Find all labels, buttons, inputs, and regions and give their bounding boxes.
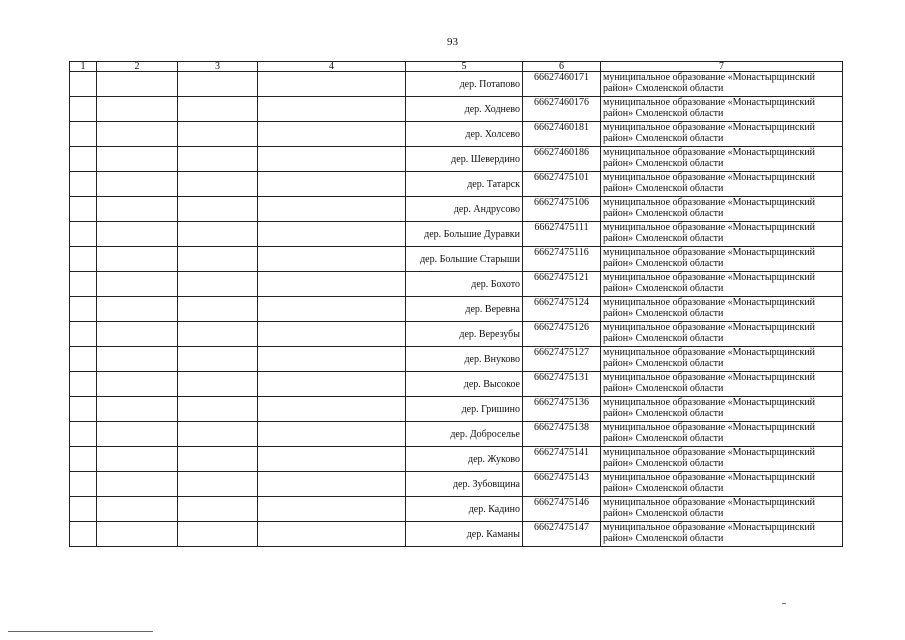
municipality-cell: муниципальное образование «Монастырщинский район» Смоленской области: [601, 347, 843, 372]
table-row: [70, 472, 843, 497]
col-1-cell: [70, 122, 97, 147]
col-4-cell: [258, 397, 406, 422]
col-1-cell: [70, 297, 97, 322]
col-2-cell: [97, 97, 178, 122]
table-row: [70, 172, 843, 197]
column-header: 1: [70, 62, 97, 72]
col-4-cell: [258, 72, 406, 97]
col-3-cell: [178, 447, 258, 472]
col-3-cell: [178, 372, 258, 397]
table-row: [70, 522, 843, 547]
municipality-cell: муниципальное образование «Монастырщинский район» Смоленской области: [601, 322, 843, 347]
oktmo-code-cell: 66627475146: [523, 497, 601, 522]
settlement-name-cell: дер. Шевердино: [406, 147, 523, 172]
settlement-name-cell: дер. Потапово: [406, 72, 523, 97]
oktmo-code-cell: 66627475126: [523, 322, 601, 347]
col-3-cell: [178, 97, 258, 122]
table-body: [70, 72, 843, 547]
col-4-cell: [258, 122, 406, 147]
col-1-cell: [70, 322, 97, 347]
municipality-cell: муниципальное образование «Монастырщинский район» Смоленской области: [601, 297, 843, 322]
municipality-cell: муниципальное образование «Монастырщинский район» Смоленской области: [601, 172, 843, 197]
col-2-cell: [97, 472, 178, 497]
municipality-cell: муниципальное образование «Монастырщинский район» Смоленской области: [601, 272, 843, 297]
column-header: 4: [258, 62, 406, 72]
oktmo-code-cell: 66627475127: [523, 347, 601, 372]
col-4-cell: [258, 372, 406, 397]
settlement-name-cell: дер. Жуково: [406, 447, 523, 472]
col-1-cell: [70, 347, 97, 372]
settlement-name-cell: дер. Кадино: [406, 497, 523, 522]
col-4-cell: [258, 297, 406, 322]
col-4-cell: [258, 322, 406, 347]
municipality-cell: муниципальное образование «Монастырщинский район» Смоленской области: [601, 147, 843, 172]
col-3-cell: [178, 122, 258, 147]
col-2-cell: [97, 172, 178, 197]
table-row: [70, 397, 843, 422]
municipality-cell: муниципальное образование «Монастырщинский район» Смоленской области: [601, 522, 843, 547]
footer-rule: [8, 631, 153, 632]
col-1-cell: [70, 72, 97, 97]
col-2-cell: [97, 247, 178, 272]
municipality-cell: муниципальное образование «Монастырщинский район» Смоленской области: [601, 472, 843, 497]
table-header-row: [70, 62, 843, 72]
col-4-cell: [258, 522, 406, 547]
settlement-name-cell: дер. Большие Дуравки: [406, 222, 523, 247]
municipality-cell: муниципальное образование «Монастырщинский район» Смоленской области: [601, 97, 843, 122]
col-1-cell: [70, 197, 97, 222]
col-3-cell: [178, 172, 258, 197]
settlement-name-cell: дер. Каманы: [406, 522, 523, 547]
table-row: [70, 72, 843, 97]
col-2-cell: [97, 397, 178, 422]
col-3-cell: [178, 422, 258, 447]
col-4-cell: [258, 422, 406, 447]
settlement-name-cell: дер. Внуково: [406, 347, 523, 372]
page-number: 93: [447, 36, 458, 48]
col-3-cell: [178, 247, 258, 272]
col-2-cell: [97, 197, 178, 222]
col-2-cell: [97, 272, 178, 297]
col-4-cell: [258, 347, 406, 372]
col-2-cell: [97, 497, 178, 522]
col-3-cell: [178, 497, 258, 522]
col-4-cell: [258, 197, 406, 222]
oktmo-code-cell: 66627460181: [523, 122, 601, 147]
oktmo-code-cell: 66627475147: [523, 522, 601, 547]
settlement-name-cell: дер. Ходнево: [406, 97, 523, 122]
col-2-cell: [97, 522, 178, 547]
settlement-name-cell: дер. Верезубы: [406, 322, 523, 347]
settlement-name-cell: дер. Андрусово: [406, 197, 523, 222]
settlements-table: [69, 61, 843, 547]
municipality-cell: муниципальное образование «Монастырщинский район» Смоленской области: [601, 197, 843, 222]
col-3-cell: [178, 397, 258, 422]
col-3-cell: [178, 522, 258, 547]
col-2-cell: [97, 122, 178, 147]
oktmo-code-cell: 66627475131: [523, 372, 601, 397]
col-4-cell: [258, 147, 406, 172]
table-row: [70, 222, 843, 247]
table-row: [70, 372, 843, 397]
col-3-cell: [178, 222, 258, 247]
column-header: 2: [97, 62, 178, 72]
table-row: [70, 122, 843, 147]
oktmo-code-cell: 66627475106: [523, 197, 601, 222]
col-1-cell: [70, 372, 97, 397]
settlement-name-cell: дер. Бохото: [406, 272, 523, 297]
oktmo-code-cell: 66627475111: [523, 222, 601, 247]
col-4-cell: [258, 447, 406, 472]
settlement-name-cell: дер. Гришино: [406, 397, 523, 422]
col-2-cell: [97, 322, 178, 347]
oktmo-code-cell: 66627460176: [523, 97, 601, 122]
oktmo-code-cell: 66627475124: [523, 297, 601, 322]
col-3-cell: [178, 347, 258, 372]
col-1-cell: [70, 422, 97, 447]
col-4-cell: [258, 497, 406, 522]
col-1-cell: [70, 247, 97, 272]
municipality-cell: муниципальное образование «Монастырщинский район» Смоленской области: [601, 397, 843, 422]
col-1-cell: [70, 497, 97, 522]
municipality-cell: муниципальное образование «Монастырщинский район» Смоленской области: [601, 72, 843, 97]
municipality-cell: муниципальное образование «Монастырщинский район» Смоленской области: [601, 222, 843, 247]
col-2-cell: [97, 297, 178, 322]
settlement-name-cell: дер. Холсево: [406, 122, 523, 147]
oktmo-code-cell: 66627460171: [523, 72, 601, 97]
col-4-cell: [258, 172, 406, 197]
col-1-cell: [70, 472, 97, 497]
col-2-cell: [97, 72, 178, 97]
col-3-cell: [178, 197, 258, 222]
col-3-cell: [178, 147, 258, 172]
col-2-cell: [97, 147, 178, 172]
oktmo-code-cell: 66627475136: [523, 397, 601, 422]
col-4-cell: [258, 97, 406, 122]
oktmo-code-cell: 66627475138: [523, 422, 601, 447]
oktmo-code-cell: 66627475141: [523, 447, 601, 472]
settlement-name-cell: дер. Большие Старыши: [406, 247, 523, 272]
col-4-cell: [258, 247, 406, 272]
oktmo-code-cell: 66627475116: [523, 247, 601, 272]
settlement-name-cell: дер. Татарск: [406, 172, 523, 197]
settlement-name-cell: дер. Доброселье: [406, 422, 523, 447]
table-row: [70, 97, 843, 122]
oktmo-code-cell: 66627475121: [523, 272, 601, 297]
col-3-cell: [178, 72, 258, 97]
col-1-cell: [70, 447, 97, 472]
col-3-cell: [178, 322, 258, 347]
col-1-cell: [70, 147, 97, 172]
col-3-cell: [178, 272, 258, 297]
col-4-cell: [258, 472, 406, 497]
municipality-cell: муниципальное образование «Монастырщинский район» Смоленской области: [601, 447, 843, 472]
settlement-name-cell: дер. Веревна: [406, 297, 523, 322]
table-row: [70, 422, 843, 447]
oktmo-code-cell: 66627475101: [523, 172, 601, 197]
col-2-cell: [97, 222, 178, 247]
oktmo-code-cell: 66627475143: [523, 472, 601, 497]
col-2-cell: [97, 347, 178, 372]
table-row: [70, 447, 843, 472]
col-1-cell: [70, 522, 97, 547]
oktmo-code-cell: 66627460186: [523, 147, 601, 172]
col-1-cell: [70, 272, 97, 297]
col-1-cell: [70, 172, 97, 197]
col-2-cell: [97, 447, 178, 472]
col-1-cell: [70, 222, 97, 247]
col-3-cell: [178, 297, 258, 322]
col-3-cell: [178, 472, 258, 497]
column-header: 3: [178, 62, 258, 72]
municipality-cell: муниципальное образование «Монастырщинский район» Смоленской области: [601, 247, 843, 272]
column-header: 5: [406, 62, 523, 72]
col-1-cell: [70, 97, 97, 122]
municipality-cell: муниципальное образование «Монастырщинский район» Смоленской области: [601, 422, 843, 447]
municipality-cell: муниципальное образование «Монастырщинский район» Смоленской области: [601, 497, 843, 522]
table-row: [70, 297, 843, 322]
col-2-cell: [97, 422, 178, 447]
municipality-cell: муниципальное образование «Монастырщинский район» Смоленской области: [601, 372, 843, 397]
col-4-cell: [258, 272, 406, 297]
table-row: [70, 147, 843, 172]
col-1-cell: [70, 397, 97, 422]
settlement-name-cell: дер. Высокое: [406, 372, 523, 397]
column-header: 6: [523, 62, 601, 72]
table-row: [70, 197, 843, 222]
table-row: [70, 322, 843, 347]
table-row: [70, 497, 843, 522]
municipality-cell: муниципальное образование «Монастырщинский район» Смоленской области: [601, 122, 843, 147]
settlement-name-cell: дер. Зубовщина: [406, 472, 523, 497]
table-row: [70, 272, 843, 297]
column-header: 7: [601, 62, 843, 72]
col-2-cell: [97, 372, 178, 397]
table-row: [70, 347, 843, 372]
col-4-cell: [258, 222, 406, 247]
footer-mark: [782, 603, 786, 604]
table-row: [70, 247, 843, 272]
